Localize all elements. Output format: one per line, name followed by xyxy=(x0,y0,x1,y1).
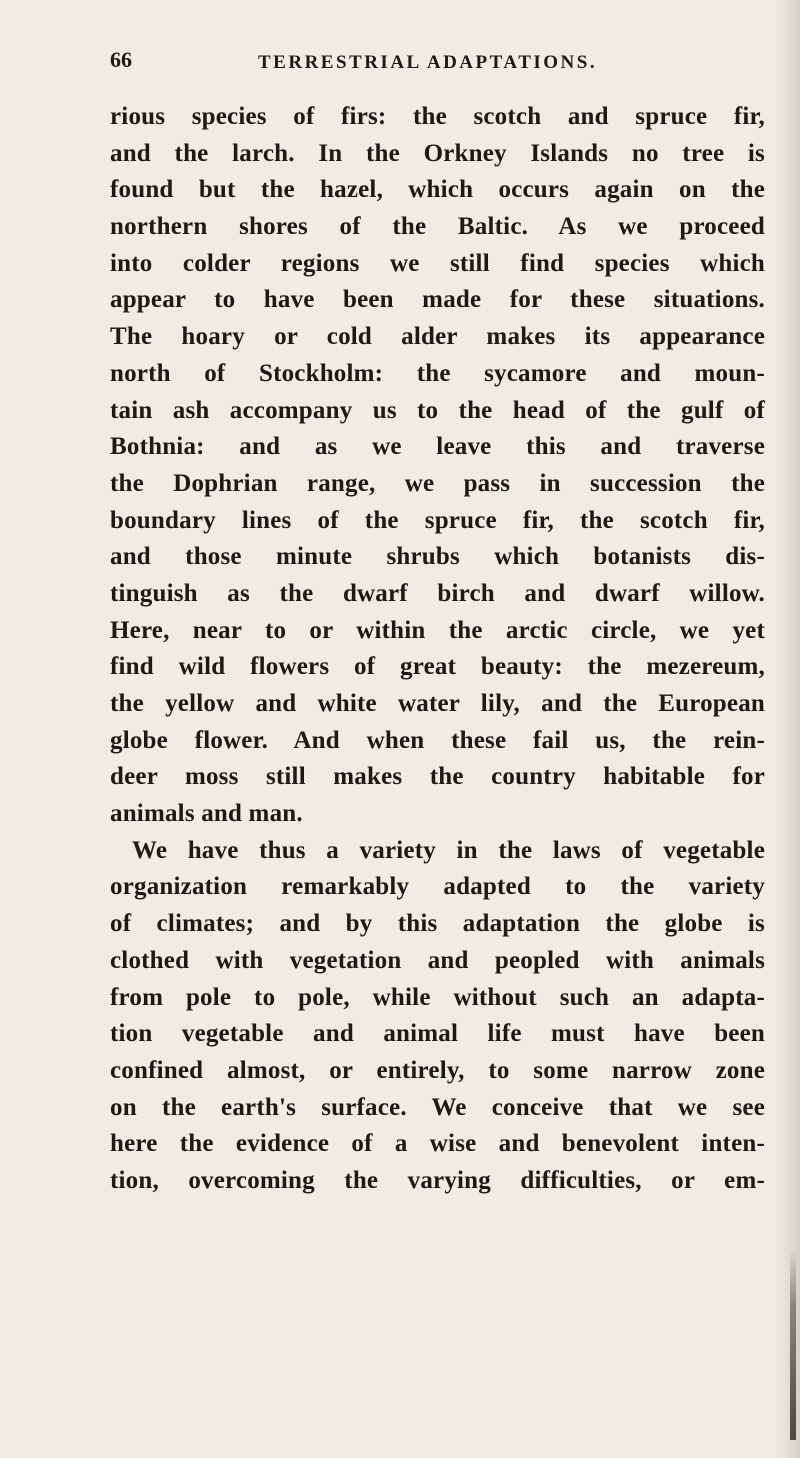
text-line: and the larch. In the Orkney Islands no tree is xyxy=(110,139,765,167)
text-line: here the evidence of a wise and benevolent inten- xyxy=(110,1130,765,1158)
text-line: into colder regions we still find species which xyxy=(110,249,765,277)
text-line: of climates; and by this adaptation the globe is xyxy=(110,910,765,938)
text-line: north of Stockholm: the sycamore and moun- xyxy=(110,359,765,387)
text-line: The hoary or cold alder makes its appearance xyxy=(110,323,765,351)
running-head: TERRESTRIAL ADAPTATIONS. xyxy=(258,52,598,73)
text-line: confined almost, or entirely, to some narrow zone xyxy=(110,1056,765,1084)
text-line: globe flower. And when these fail us, the rein- xyxy=(110,726,765,754)
text-line: organization remarkably adapted to the variety xyxy=(110,873,765,901)
text-line: boundary lines of the spruce fir, the scotch fir, xyxy=(110,506,765,534)
paragraph-end-line: animals and man. xyxy=(110,800,303,828)
text-line: from pole to pole, while without such an adapta- xyxy=(110,983,765,1011)
paragraph-start-line: We have thus a variety in the laws of vegetable xyxy=(132,836,765,864)
page-header xyxy=(110,45,770,85)
text-line: tion, overcoming the varying difficulties, or em- xyxy=(110,1166,765,1194)
text-line: the Dophrian range, we pass in succession the xyxy=(110,469,765,497)
text-line: the yellow and white water lily, and the European xyxy=(110,690,765,717)
text-line: deer moss still makes the country habitable for xyxy=(110,763,765,791)
text-line: tinguish as the dwarf birch and dwarf willow. xyxy=(110,579,765,607)
text-line: clothed with vegetation and peopled with animals xyxy=(110,946,765,974)
text-line: and those minute shrubs which botanists dis- xyxy=(110,543,765,571)
text-line: rious species of firs: the scotch and spruce fir, xyxy=(110,103,765,130)
text-line: tain ash accompany us to the head of the gulf of xyxy=(110,396,765,424)
body-text xyxy=(110,99,765,1200)
page-gutter-shadow xyxy=(774,0,800,1458)
page-number: 66 xyxy=(110,47,132,72)
text-line: tion vegetable and animal life must have been xyxy=(110,1020,765,1048)
text-line: find wild flowers of great beauty: the mezereum, xyxy=(110,653,765,681)
text-line: Bothnia: and as we leave this and traverse xyxy=(110,433,765,461)
text-line: Here, near to or within the arctic circle, we yet xyxy=(110,616,765,644)
text-line: found but the hazel, which occurs again on the xyxy=(110,176,765,204)
text-line: on the earth's surface. We conceive that we see xyxy=(110,1093,765,1121)
text-line: appear to have been made for these situations. xyxy=(110,286,765,314)
text-line: northern shores of the Baltic. As we proceed xyxy=(110,213,765,241)
binding-edge xyxy=(790,1250,796,1440)
